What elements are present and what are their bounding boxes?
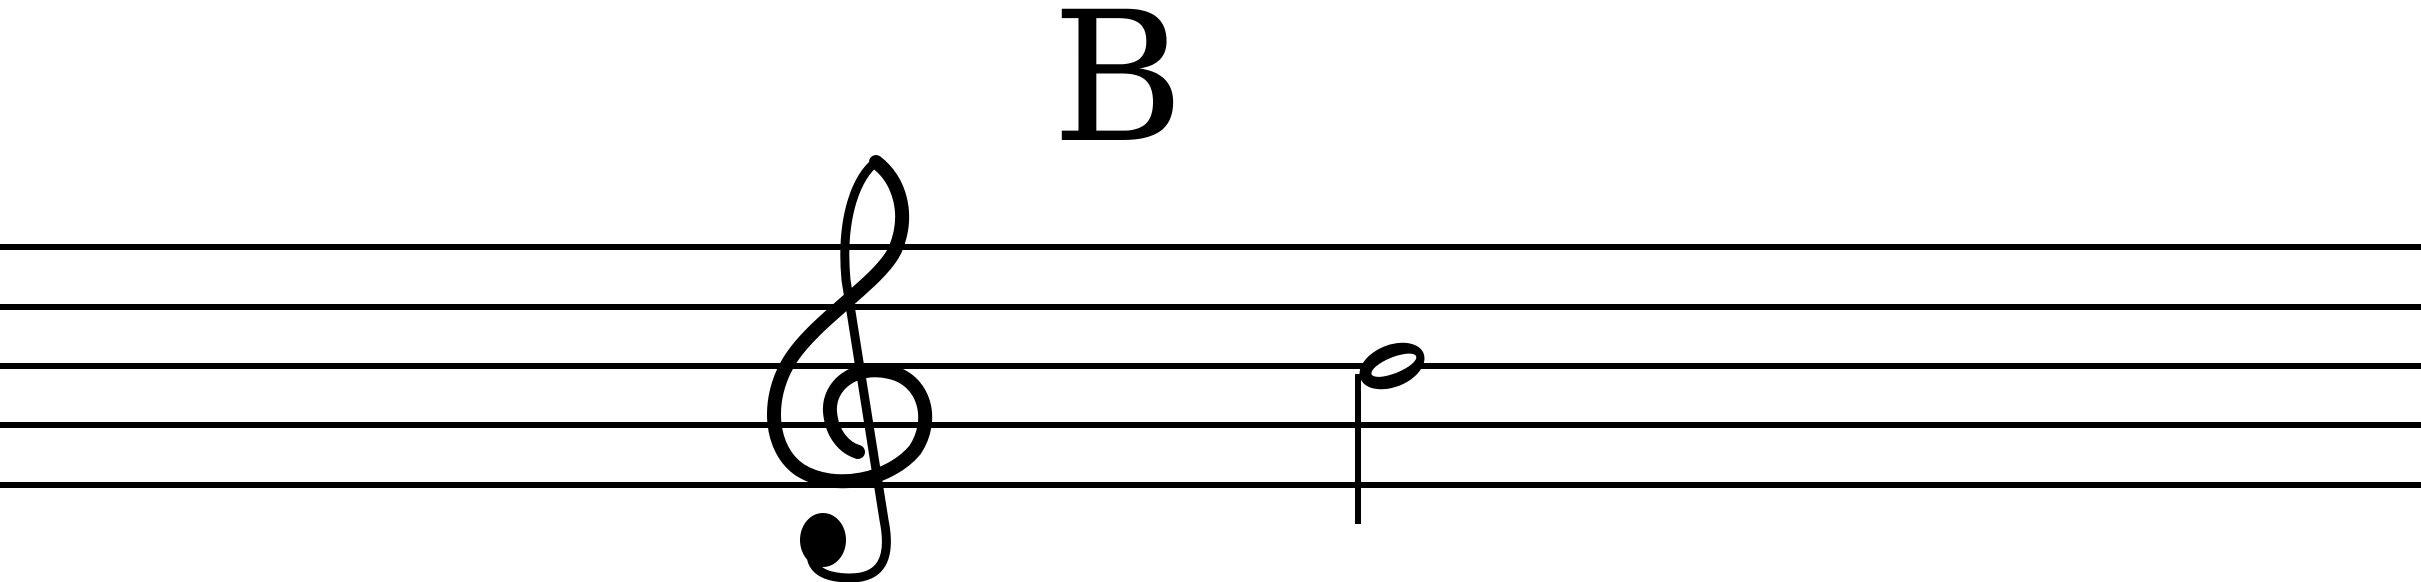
treble-clef-icon [774, 162, 925, 578]
note-letter-label: B [1051, 0, 1185, 183]
half-note [1353, 334, 1432, 524]
staff [0, 247, 2421, 485]
